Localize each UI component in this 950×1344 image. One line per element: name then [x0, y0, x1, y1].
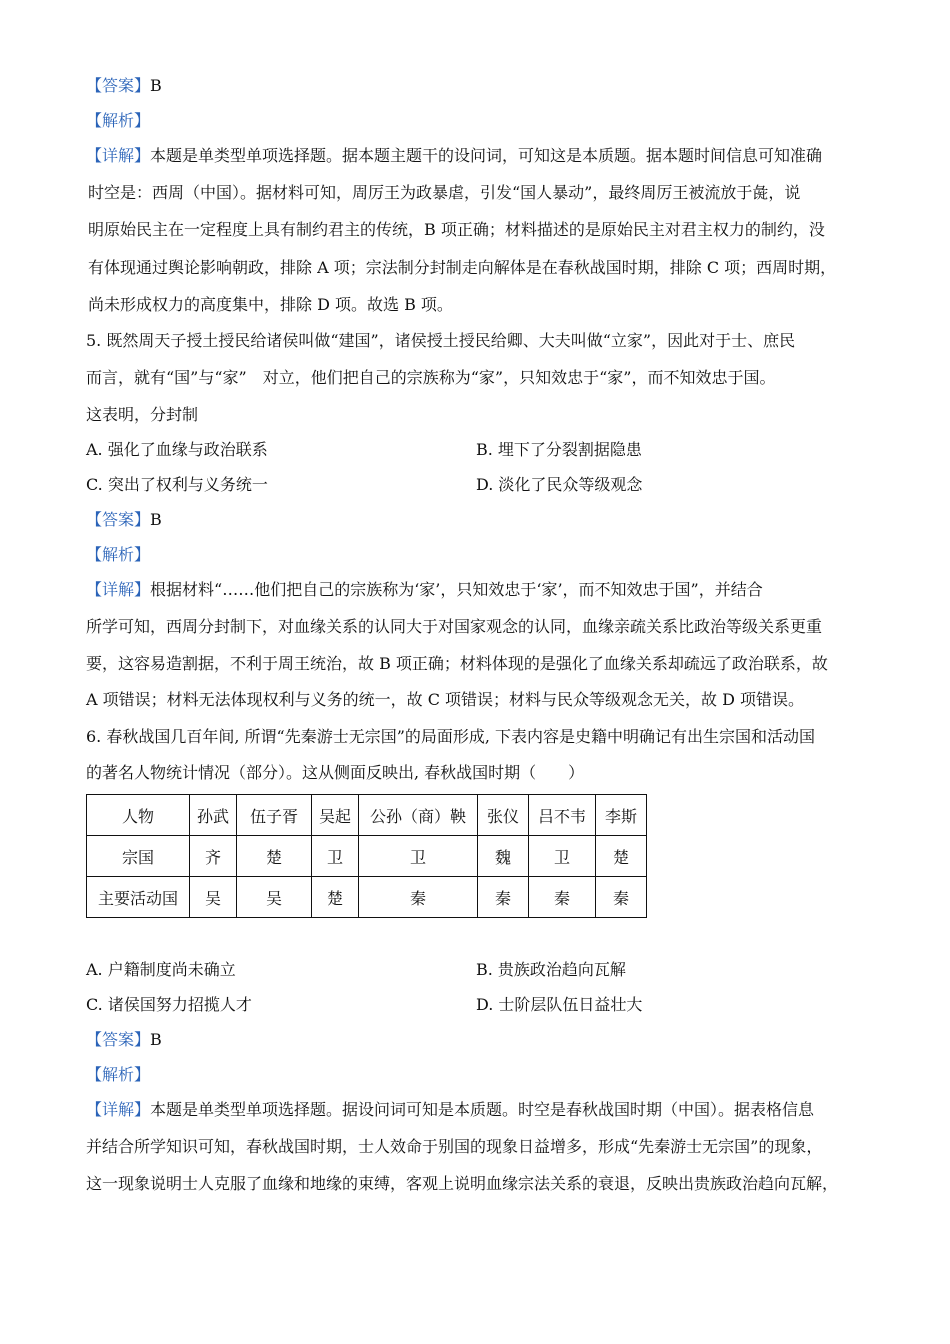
- figures-table: [86, 794, 647, 918]
- table-cell: 吴起: [312, 795, 359, 836]
- q6-stem-line-1: 6. 春秋战国几百年间, 所谓“先秦游士无宗国”的局面形成, 下表内容是史籍中明确记有出生宗国和活动国: [86, 727, 816, 746]
- q6-option-d[interactable]: D. 士阶层队伍日益壮大: [476, 995, 643, 1014]
- detail-text: 本题是单类型单项选择题。据本题主题干的设问词，可知这是本质题。据本题时间信息可知准确: [150, 146, 823, 165]
- q5-stem-line-2: 而言，就有“国”与“家” 对立，他们把自己的宗族称为“家”，只知效忠于“家”，而不知效忠于国。: [86, 368, 776, 387]
- q6-detail-line-1: [86, 1100, 814, 1120]
- q4-detail-line-2: 时空是：西周（中国）。据材料可知，周厉王为政暴虐，引发“国人暴动”，最终周厉王被流放于彘，说: [88, 183, 801, 202]
- table-cell: 齐: [190, 836, 237, 877]
- answer-value: B: [150, 1030, 162, 1049]
- table-cell: 卫: [312, 836, 359, 877]
- table-cell: 伍子胥: [237, 795, 312, 836]
- table-cell: 魏: [478, 836, 529, 877]
- table-cell: 楚: [237, 836, 312, 877]
- q5-stem-line-1: 5. 既然周天子授土授民给诸侯叫做“建国”，诸侯授土授民给卿、大夫叫做“立家”，因此对于士、庶民: [86, 331, 796, 350]
- detail-text: 根据材料“……他们把自己的宗族称为‘家’，只知效忠于‘家’，而不知效忠于国”，并结合: [150, 580, 763, 599]
- q5-detail-line-3: 要，这容易造割据，不利于周王统治，故 B 项正确；材料体现的是强化了血缘关系却疏远了政治联系，故: [86, 654, 828, 673]
- q6-detail-line-3: 这一现象说明士人克服了血缘和地缘的束缚，客观上说明血缘宗法关系的衰退，反映出贵族政治趋向瓦解，: [86, 1174, 839, 1193]
- table-cell: 秦: [478, 877, 529, 918]
- analysis-tag: 【解析】: [86, 545, 151, 564]
- q6-option-b[interactable]: B. 贵族政治趋向瓦解: [476, 960, 626, 979]
- table-cell: 楚: [312, 877, 359, 918]
- table-cell: 吴: [237, 877, 312, 918]
- answer-tag: 【答案】: [86, 510, 151, 529]
- q4-detail-line-4: 有体现通过舆论影响朝政，排除 A 项；宗法制分封制走向解体是在春秋战国时期，排除 C 项；西周时期，: [88, 258, 837, 277]
- q5-answer: [86, 510, 162, 530]
- detail-tag: 【详解】: [86, 146, 151, 165]
- table-cell: 楚: [596, 836, 647, 877]
- q6-option-c[interactable]: C. 诸侯国努力招揽人才: [86, 995, 252, 1014]
- table-cell: 公孙（商）鞅: [359, 795, 478, 836]
- q6-detail-line-2: 并结合所学知识可知，春秋战国时期，士人效命于别国的现象日益增多，形成“先秦游士无宗国”的现象，: [86, 1137, 823, 1156]
- q6-analysis-heading: [86, 1065, 150, 1085]
- answer-value: B: [150, 76, 162, 95]
- answer-tag: 【答案】: [86, 76, 151, 95]
- detail-text: 本题是单类型单项选择题。据设问词可知是本质题。时空是春秋战国时期（中国）。据表格信息: [150, 1100, 815, 1119]
- analysis-tag: 【解析】: [86, 1065, 151, 1084]
- table-row: [87, 877, 647, 918]
- table-cell: 主要活动国: [87, 877, 190, 918]
- table-cell: 宗国: [87, 836, 190, 877]
- q5-option-a[interactable]: A. 强化了血缘与政治联系: [86, 440, 268, 459]
- answer-value: B: [150, 510, 162, 529]
- analysis-tag: 【解析】: [86, 111, 151, 130]
- q5-option-c[interactable]: C. 突出了权利与义务统一: [86, 475, 268, 494]
- q4-detail-line-5: 尚未形成权力的高度集中，排除 D 项。故选 B 项。: [88, 295, 453, 314]
- q5-detail-line-1: [86, 580, 763, 600]
- table-cell: 卫: [529, 836, 596, 877]
- q6-option-a[interactable]: A. 户籍制度尚未确立: [86, 960, 236, 979]
- table-cell: 张仪: [478, 795, 529, 836]
- table-cell: 李斯: [596, 795, 647, 836]
- table-row: [87, 836, 647, 877]
- q5-detail-line-4: A 项错误；材料无法体现权利与义务的统一，故 C 项错误；材料与民众等级观念无关，故 D 项错误。: [86, 690, 805, 709]
- q5-option-b[interactable]: B. 埋下了分裂割据隐患: [476, 440, 642, 459]
- q5-detail-line-2: 所学可知，西周分封制下，对血缘关系的认同大于对国家观念的认同，血缘亲疏关系比政治等级关系更重: [86, 617, 823, 636]
- q5-stem-line-3: 这表明，分封制: [86, 405, 199, 424]
- detail-tag: 【详解】: [86, 1100, 151, 1119]
- table-cell: 秦: [596, 877, 647, 918]
- table-cell: 吕不韦: [529, 795, 596, 836]
- q4-answer: [86, 76, 162, 96]
- q6-answer: [86, 1030, 162, 1050]
- q5-analysis-heading: [86, 545, 150, 565]
- table-cell: 人物: [87, 795, 190, 836]
- table-cell: 卫: [359, 836, 478, 877]
- table-cell: 秦: [359, 877, 478, 918]
- q4-analysis-heading: [86, 111, 150, 131]
- q5-option-d[interactable]: D. 淡化了民众等级观念: [476, 475, 643, 494]
- q4-detail-line-3: 明原始民主在一定程度上具有制约君主的传统，B 项正确；材料描述的是原始民主对君主权力的制约，没: [88, 220, 825, 239]
- table-cell: 孙武: [190, 795, 237, 836]
- table-cell: 秦: [529, 877, 596, 918]
- q4-detail-line-1: [86, 146, 822, 166]
- table-header-row: [87, 795, 647, 836]
- detail-tag: 【详解】: [86, 580, 151, 599]
- table-cell: 吴: [190, 877, 237, 918]
- q6-stem-line-2: 的著名人物统计情况（部分）。这从侧面反映出, 春秋战国时期（ ）: [86, 763, 585, 782]
- answer-tag: 【答案】: [86, 1030, 151, 1049]
